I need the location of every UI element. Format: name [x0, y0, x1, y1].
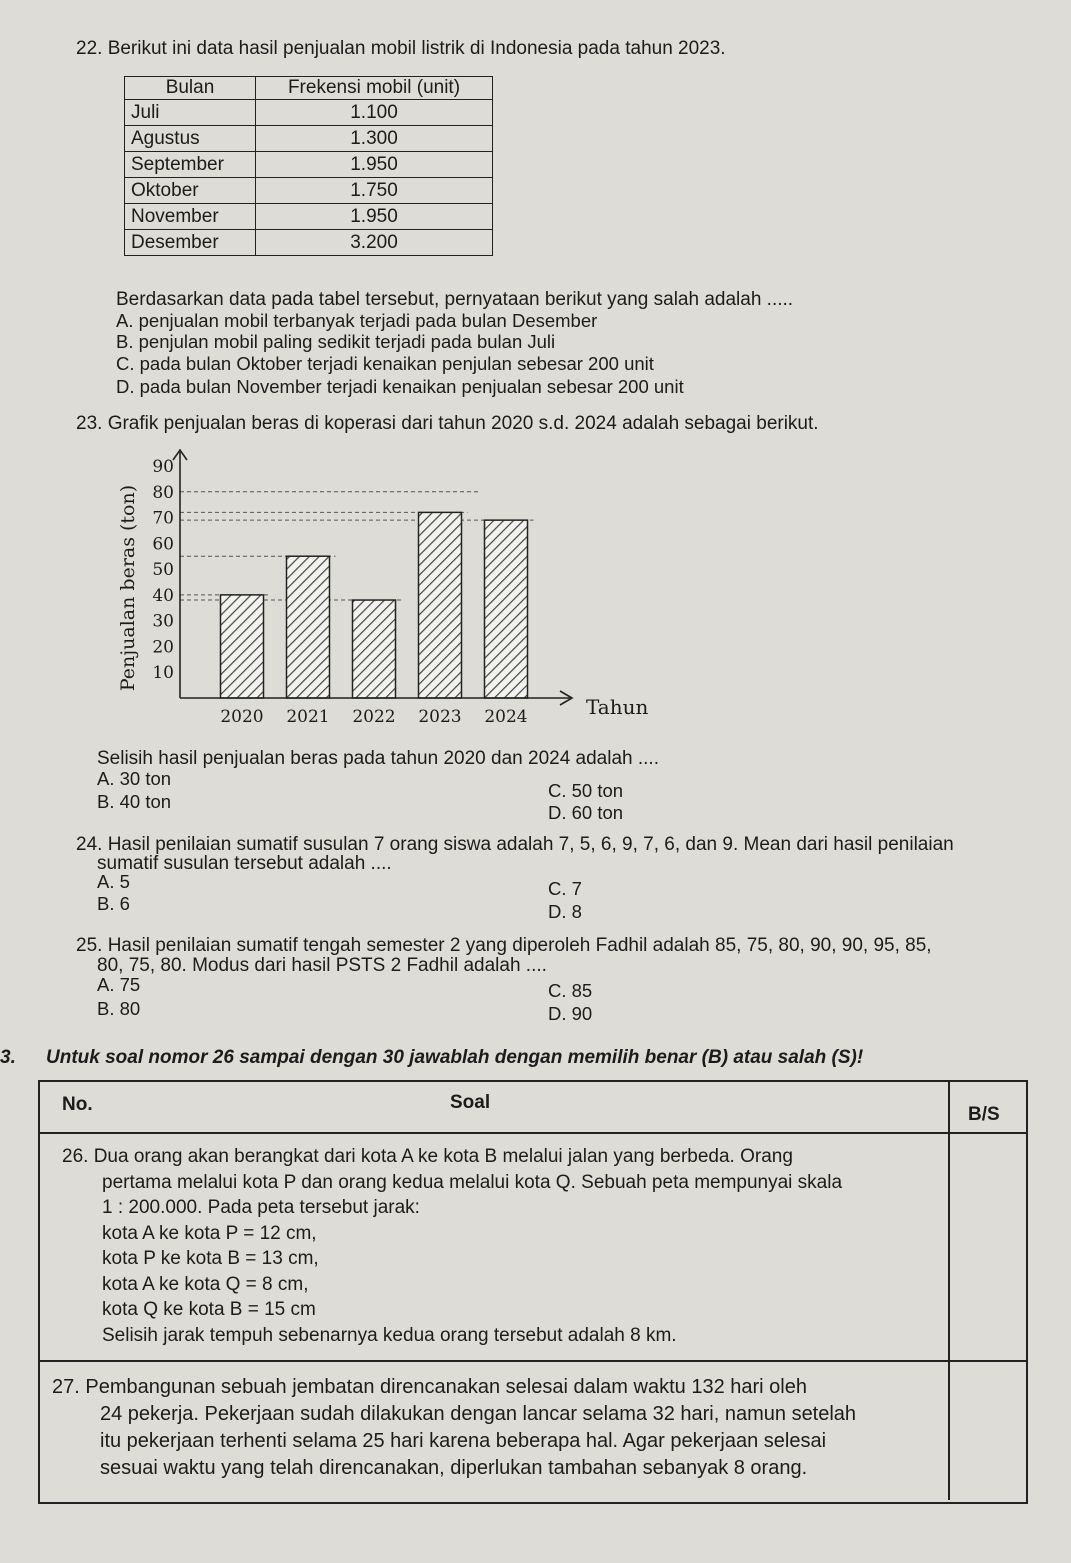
q26-line: kota A ke kota P = 12 cm,: [102, 1222, 317, 1244]
q25-option-a: A. 75: [97, 974, 141, 995]
y-tick-label: 60: [152, 534, 174, 555]
q22-question: Berdasarkan data pada tabel tersebut, pernyataan berikut yang salah adalah .....: [116, 289, 794, 310]
y-tick-label: 40: [152, 585, 174, 606]
table-cell: 1.750: [256, 178, 493, 204]
row-divider: [40, 1360, 1026, 1362]
section-marker: 3.: [0, 1047, 16, 1068]
q22-intro: 22. Berikut ini data hasil penjualan mobil listrik di Indonesia pada tahun 2023.: [76, 38, 726, 59]
table-row: [125, 178, 493, 204]
bar-2022: [353, 600, 396, 698]
table-cell: Agustus: [125, 126, 256, 152]
q25-text-2: 80, 75, 80. Modus dari hasil PSTS 2 Fadhil adalah ....: [97, 955, 547, 976]
q24-text-2: sumatif susulan tersebut adalah ....: [97, 853, 392, 874]
chart-y-axis-label: Penjualan beras (ton): [117, 484, 139, 692]
table-cell: 1.950: [256, 152, 493, 178]
q23-option-b: B. 40 ton: [97, 791, 172, 812]
y-tick-label: 70: [152, 508, 174, 529]
table-row: [125, 230, 493, 256]
table-header-bulan: Bulan: [125, 77, 256, 100]
q24-text-1: 24. Hasil penilaian sumatif susulan 7 orang siswa adalah 7, 5, 6, 9, 7, 6, dan 9. Mean dari hasil penilaian: [76, 834, 954, 855]
q27-line: 24 pekerja. Pekerjaan sudah dilakukan dengan lancar selama 32 hari, namun setelah: [100, 1403, 857, 1425]
x-tick-label: 2021: [286, 707, 330, 727]
table-cell: 3.200: [256, 230, 493, 256]
bar-2023: [419, 512, 462, 698]
table-cell: Desember: [125, 230, 256, 256]
q23-question: Selisih hasil penjualan beras pada tahun 2020 dan 2024 adalah ....: [97, 748, 659, 769]
chart-y-ticks: [152, 457, 174, 683]
y-tick-label: 30: [152, 611, 174, 632]
table-header-bs: B/S: [968, 1104, 1000, 1125]
rice-sales-chart: [110, 448, 670, 738]
section-instruction: Untuk soal nomor 26 sampai dengan 30 jawablah dengan memilih benar (B) atau salah (S)!: [46, 1047, 864, 1068]
table-header-row: [125, 77, 493, 100]
table-row: [125, 100, 493, 126]
table-row: [125, 152, 493, 178]
q26-line: kota P ke kota B = 13 cm,: [102, 1248, 319, 1269]
y-tick-label: 10: [152, 663, 174, 684]
x-tick-label: 2024: [484, 707, 528, 727]
q22-option-c: C. pada bulan Oktober terjadi kenaikan penjulan sebesar 200 unit: [116, 353, 654, 374]
q25-text-1: 25. Hasil penilaian sumatif tengah semester 2 yang diperoleh Fadhil adalah 85, 75, 80, 90, 90, 95, 85,: [76, 935, 932, 956]
table-cell: Juli: [125, 100, 256, 126]
q27-line: 27. Pembangunan sebuah jembatan direncanakan selesai dalam waktu 132 hari oleh: [52, 1376, 807, 1398]
chart-bars: [221, 512, 528, 698]
true-false-table: [38, 1080, 1028, 1504]
table-header-row: [40, 1082, 1026, 1134]
q27-text: [52, 1374, 856, 1482]
y-tick-label: 50: [152, 560, 174, 581]
q26-line: Selisih jarak tempuh sebenarnya kedua orang tersebut adalah 8 km.: [102, 1324, 677, 1346]
q26-answer-cell[interactable]: [950, 1134, 1024, 1360]
q22-option-d: D. pada bulan November terjadi kenaikan penjualan sebesar 200 unit: [116, 376, 684, 397]
y-tick-label: 20: [152, 637, 174, 658]
chart-x-ticks: [220, 707, 527, 727]
q26-line: kota A ke kota Q = 8 cm,: [102, 1273, 309, 1295]
q24-option-b: B. 6: [97, 893, 130, 914]
q25-option-d: D. 90: [548, 1003, 593, 1024]
table-row: [125, 204, 493, 230]
table-cell: September: [125, 152, 256, 178]
q24-option-c: C. 7: [548, 878, 582, 899]
q25-option-b: B. 80: [97, 998, 141, 1019]
table-header-frekuensi: Frekensi mobil (unit): [256, 77, 493, 100]
x-tick-label: 2023: [418, 707, 462, 727]
table-cell: Oktober: [125, 178, 256, 204]
q23-option-c: C. 50 ton: [548, 780, 624, 801]
bar-2020: [221, 595, 264, 698]
table-cell: 1.300: [256, 126, 493, 152]
chart-x-axis-label: Tahun: [586, 695, 649, 719]
y-tick-label: 90: [152, 457, 174, 477]
table-cell: 1.100: [256, 100, 493, 126]
table-row: [125, 126, 493, 152]
q26-line: kota Q ke kota B = 15 cm: [102, 1299, 316, 1320]
y-tick-label: 80: [152, 482, 174, 503]
q23-intro: 23. Grafik penjualan beras di koperasi dari tahun 2020 s.d. 2024 adalah sebagai berikut.: [76, 413, 819, 434]
bar-2024: [485, 520, 528, 698]
q23-option-a: A. 30 ton: [97, 768, 172, 789]
q22-option-a: A. penjualan mobil terbanyak terjadi pada bulan Desember: [116, 310, 598, 331]
table-header-soal: Soal: [450, 1092, 491, 1113]
q23-option-d: D. 60 ton: [548, 802, 624, 823]
q27-line: sesuai waktu yang telah direncanakan, diperlukan tambahan sebanyak 8 orang.: [100, 1457, 808, 1479]
q26-line: pertama melalui kota P dan orang kedua melalui kota Q. Sebuah peta mempunyai skala: [102, 1171, 843, 1193]
q26-text: [62, 1144, 842, 1348]
chart-guide-lines: [180, 492, 534, 600]
x-tick-label: 2022: [352, 707, 396, 727]
q25-option-c: C. 85: [548, 980, 593, 1001]
q24-option-a: A. 5: [97, 871, 130, 892]
sales-table: [124, 76, 493, 256]
bar-2021: [287, 556, 330, 698]
q26-line: 1 : 200.000. Pada peta tersebut jarak:: [102, 1197, 420, 1218]
q26-line: 26. Dua orang akan berangkat dari kota A ke kota B melalui jalan yang berbeda. Orang: [62, 1146, 793, 1167]
q22-option-b: B. penjulan mobil paling sedikit terjadi pada bulan Juli: [116, 331, 556, 352]
table-header-no: No.: [62, 1094, 93, 1115]
table-cell: 1.950: [256, 204, 493, 230]
x-tick-label: 2020: [220, 707, 264, 727]
q27-line: itu pekerjaan terhenti selama 25 hari karena beberapa hal. Agar pekerjaan selesai: [100, 1430, 827, 1452]
table-cell: November: [125, 204, 256, 230]
q24-option-d: D. 8: [548, 901, 582, 922]
q27-answer-cell[interactable]: [950, 1362, 1024, 1500]
